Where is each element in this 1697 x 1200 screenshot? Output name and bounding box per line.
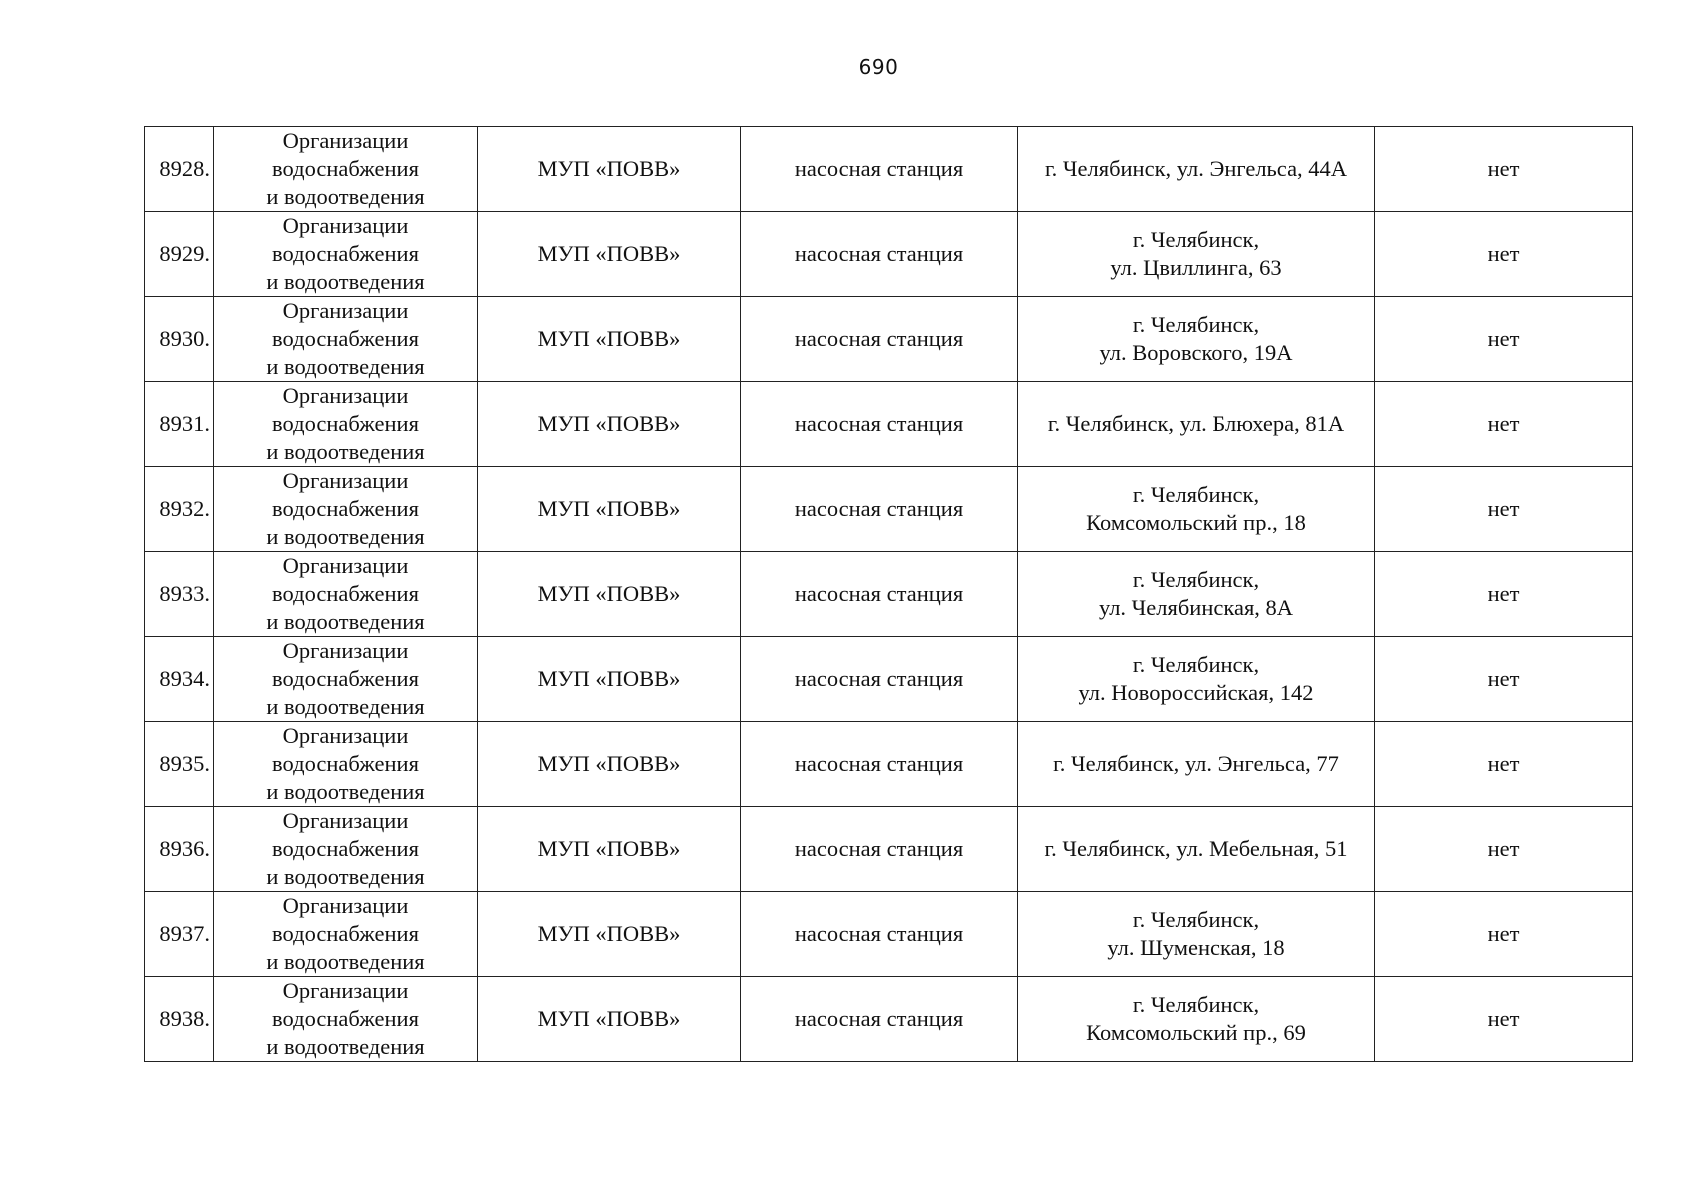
cell-line: и водоотведения [266, 354, 425, 379]
cell-line: ул. Челябинская, 8А [1098, 595, 1294, 620]
flag-cell: нет [1375, 807, 1633, 892]
organization-type-cell [214, 637, 478, 722]
table-row [145, 977, 1633, 1062]
table-row [145, 467, 1633, 552]
organization-type-cell [214, 212, 478, 297]
cell-line: ул. Воровского, 19А [1099, 340, 1293, 365]
organization-type-cell [214, 127, 478, 212]
flag-cell: нет [1375, 977, 1633, 1062]
cell-line: г. Челябинск, [1132, 567, 1260, 592]
flag-cell: нет [1375, 722, 1633, 807]
cell-line: и водоотведения [266, 269, 425, 294]
row-number-cell: 8930. [145, 297, 214, 382]
row-number-cell: 8935. [145, 722, 214, 807]
cell-line: г. Челябинск, ул. Блюхера, 81А [1047, 411, 1345, 436]
cell-line: водоснабжения [272, 156, 419, 181]
organization-name-cell: МУП «ПОВВ» [478, 552, 741, 637]
cell-line: и водоотведения [266, 949, 425, 974]
table-row [145, 212, 1633, 297]
address-cell [1018, 382, 1375, 467]
table-row [145, 807, 1633, 892]
address-cell [1018, 637, 1375, 722]
organization-type-cell [214, 892, 478, 977]
cell-line: водоснабжения [272, 751, 419, 776]
flag-cell: нет [1375, 297, 1633, 382]
row-number-cell: 8932. [145, 467, 214, 552]
table-row [145, 892, 1633, 977]
table-row [145, 722, 1633, 807]
table-row [145, 382, 1633, 467]
cell-line: Организации [282, 128, 409, 153]
cell-line: Организации [282, 383, 409, 408]
table-row [145, 637, 1633, 722]
flag-cell: нет [1375, 637, 1633, 722]
organization-type-cell [214, 977, 478, 1062]
row-number-cell: 8934. [145, 637, 214, 722]
cell-line: и водоотведения [266, 779, 425, 804]
row-number-cell: 8928. [145, 127, 214, 212]
object-type-cell: насосная станция [741, 977, 1018, 1062]
organization-name-cell: МУП «ПОВВ» [478, 807, 741, 892]
address-cell [1018, 552, 1375, 637]
row-number-cell: 8936. [145, 807, 214, 892]
organization-name-cell: МУП «ПОВВ» [478, 892, 741, 977]
table-row [145, 297, 1633, 382]
cell-line: г. Челябинск, ул. Мебельная, 51 [1044, 836, 1348, 861]
row-number-cell: 8931. [145, 382, 214, 467]
organization-name-cell: МУП «ПОВВ» [478, 722, 741, 807]
object-type-cell: насосная станция [741, 467, 1018, 552]
cell-line: Организации [282, 808, 409, 833]
organization-name-cell: МУП «ПОВВ» [478, 977, 741, 1062]
organization-name-cell: МУП «ПОВВ» [478, 467, 741, 552]
flag-cell: нет [1375, 552, 1633, 637]
object-type-cell: насосная станция [741, 722, 1018, 807]
organization-name-cell: МУП «ПОВВ» [478, 637, 741, 722]
cell-line: г. Челябинск, [1132, 482, 1260, 507]
cell-line: и водоотведения [266, 524, 425, 549]
cell-line: водоснабжения [272, 666, 419, 691]
cell-line: Организации [282, 978, 409, 1003]
cell-line: водоснабжения [272, 326, 419, 351]
cell-line: и водоотведения [266, 694, 425, 719]
cell-line: г. Челябинск, [1132, 992, 1260, 1017]
organization-type-cell [214, 807, 478, 892]
cell-line: ул. Цвиллинга, 63 [1110, 255, 1282, 280]
cell-line: Организации [282, 468, 409, 493]
flag-cell: нет [1375, 382, 1633, 467]
cell-line: ул. Шуменская, 18 [1107, 935, 1285, 960]
object-type-cell: насосная станция [741, 892, 1018, 977]
organization-name-cell: МУП «ПОВВ» [478, 297, 741, 382]
address-cell [1018, 297, 1375, 382]
cell-line: и водоотведения [266, 439, 425, 464]
organization-type-cell [214, 552, 478, 637]
object-type-cell: насосная станция [741, 297, 1018, 382]
cell-line: г. Челябинск, ул. Энгельса, 44А [1044, 156, 1348, 181]
cell-line: Организации [282, 638, 409, 663]
page-number: 690 [858, 55, 899, 79]
object-type-cell: насосная станция [741, 637, 1018, 722]
organization-type-cell [214, 297, 478, 382]
cell-line: Организации [282, 298, 409, 323]
flag-cell: нет [1375, 892, 1633, 977]
row-number-cell: 8933. [145, 552, 214, 637]
organization-type-cell [214, 467, 478, 552]
table-row [145, 552, 1633, 637]
cell-line: водоснабжения [272, 1006, 419, 1031]
cell-line: г. Челябинск, [1132, 312, 1260, 337]
cell-line: Организации [282, 553, 409, 578]
cell-line: и водоотведения [266, 1034, 425, 1059]
cell-line: г. Челябинск, [1132, 652, 1260, 677]
cell-line: Организации [282, 723, 409, 748]
cell-line: г. Челябинск, [1132, 907, 1260, 932]
registry-table [144, 126, 1633, 1062]
cell-line: ул. Новороссийская, 142 [1078, 680, 1314, 705]
cell-line: Организации [282, 213, 409, 238]
row-number-cell: 8929. [145, 212, 214, 297]
address-cell [1018, 127, 1375, 212]
cell-line: водоснабжения [272, 241, 419, 266]
address-cell [1018, 467, 1375, 552]
organization-type-cell [214, 722, 478, 807]
cell-line: Комсомольский пр., 18 [1086, 510, 1306, 535]
organization-name-cell: МУП «ПОВВ» [478, 127, 741, 212]
cell-line: и водоотведения [266, 184, 425, 209]
cell-line: и водоотведения [266, 609, 425, 634]
object-type-cell: насосная станция [741, 382, 1018, 467]
object-type-cell: насосная станция [741, 807, 1018, 892]
address-cell [1018, 807, 1375, 892]
object-type-cell: насосная станция [741, 127, 1018, 212]
cell-line: и водоотведения [266, 864, 425, 889]
flag-cell: нет [1375, 127, 1633, 212]
flag-cell: нет [1375, 467, 1633, 552]
cell-line: г. Челябинск, [1132, 227, 1260, 252]
flag-cell: нет [1375, 212, 1633, 297]
cell-line: водоснабжения [272, 581, 419, 606]
organization-name-cell: МУП «ПОВВ» [478, 382, 741, 467]
row-number-cell: 8937. [145, 892, 214, 977]
cell-line: водоснабжения [272, 836, 419, 861]
organization-type-cell [214, 382, 478, 467]
cell-line: Организации [282, 893, 409, 918]
cell-line: водоснабжения [272, 921, 419, 946]
cell-line: г. Челябинск, ул. Энгельса, 77 [1053, 751, 1339, 776]
cell-line: Комсомольский пр., 69 [1086, 1020, 1306, 1045]
row-number-cell: 8938. [145, 977, 214, 1062]
address-cell [1018, 212, 1375, 297]
registry-table-body [145, 127, 1633, 1062]
address-cell [1018, 892, 1375, 977]
address-cell [1018, 977, 1375, 1062]
address-cell [1018, 722, 1375, 807]
cell-line: водоснабжения [272, 411, 419, 436]
cell-line: водоснабжения [272, 496, 419, 521]
object-type-cell: насосная станция [741, 552, 1018, 637]
object-type-cell: насосная станция [741, 212, 1018, 297]
organization-name-cell: МУП «ПОВВ» [478, 212, 741, 297]
table-row [145, 127, 1633, 212]
